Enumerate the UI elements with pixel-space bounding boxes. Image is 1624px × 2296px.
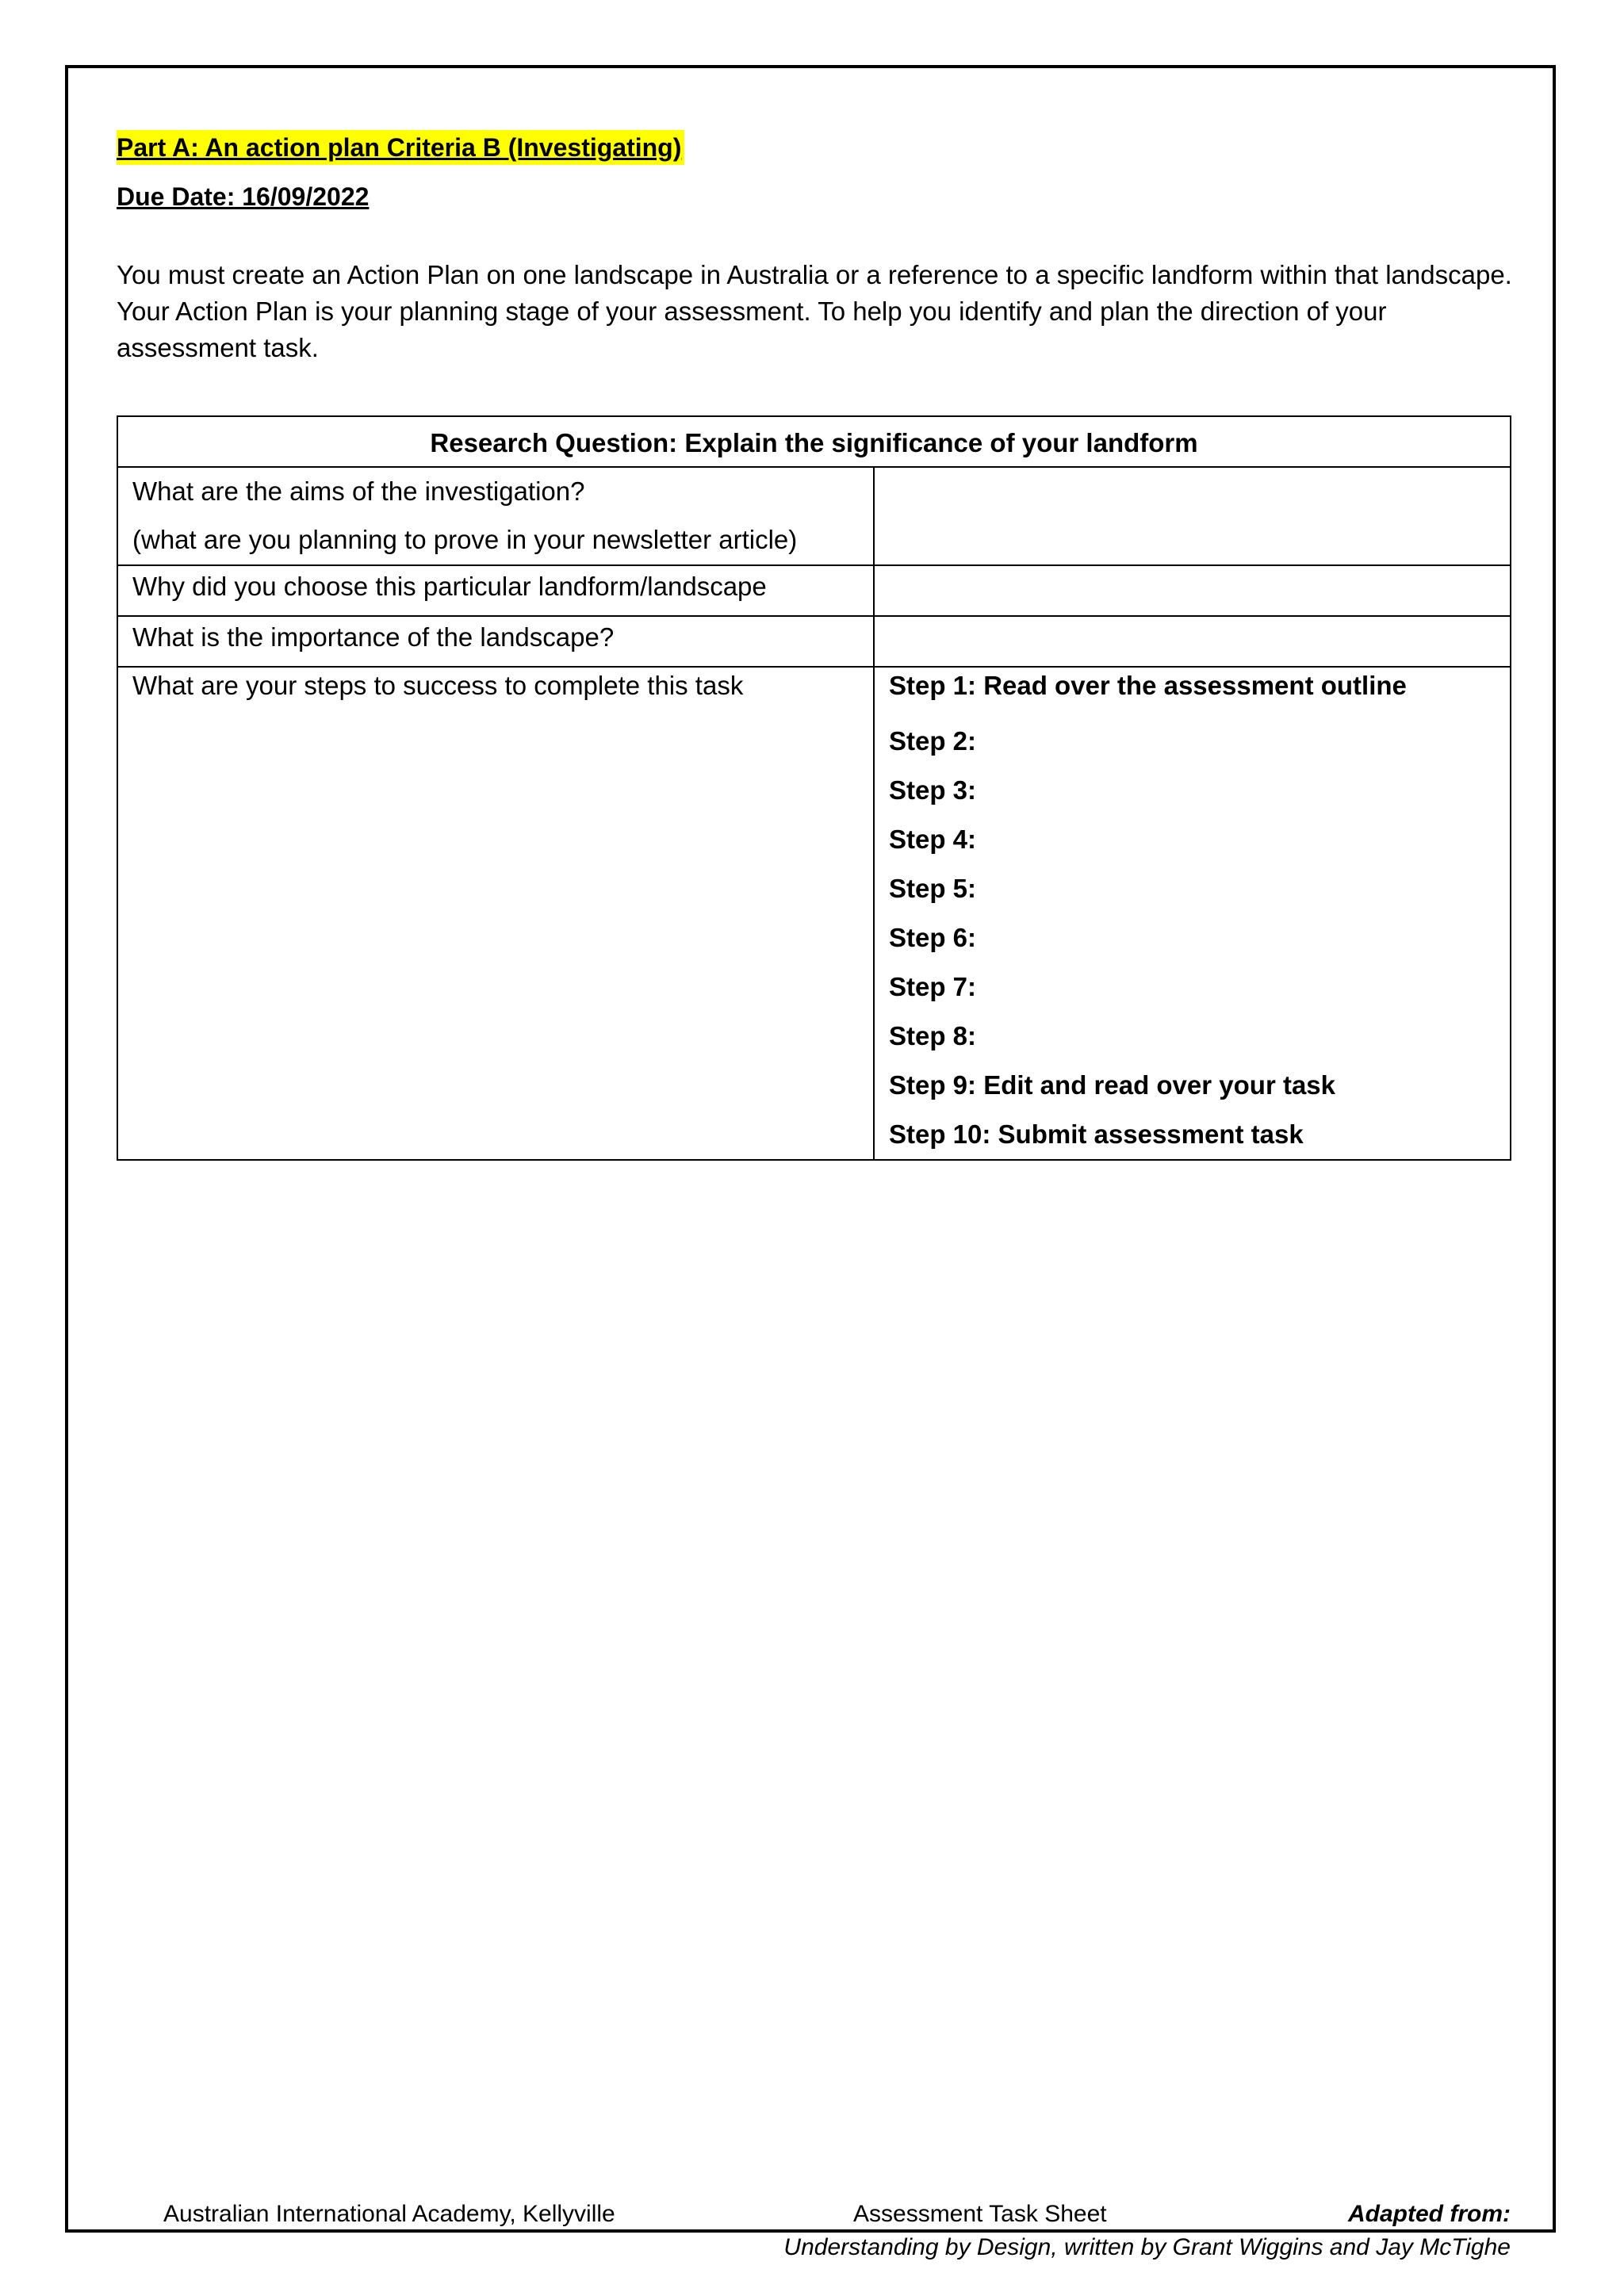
importance-question: What is the importance of the landscape? <box>117 616 874 667</box>
step-9: Step 9: Edit and read over your task <box>889 1070 1335 1100</box>
table-row <box>117 667 1511 1160</box>
step-5: Step 5: <box>889 874 977 903</box>
part-title: Part A: An action plan Criteria B (Investigating) <box>117 130 684 165</box>
step-4: Step 4: <box>889 825 977 854</box>
step-3: Step 3: <box>889 775 977 805</box>
table-row <box>117 616 1511 667</box>
table-row <box>117 565 1511 616</box>
table-row <box>117 467 1511 565</box>
step-2: Step 2: <box>889 726 977 756</box>
table-header-row <box>117 416 1511 467</box>
aims-subquestion: (what are you planning to prove in your newsletter article) <box>132 525 798 554</box>
intro-paragraph: You must create an Action Plan on one landscape in Australia or a reference to a specific landform within that landscape. Your Action Plan is your planning stage of your assessment. To help you identify and plan the direction of your assessment task. <box>117 260 1512 362</box>
step-1: Step 1: Read over the assessment outline <box>889 671 1407 700</box>
importance-answer-cell[interactable] <box>874 616 1511 667</box>
step-10: Step 10: Submit assessment task <box>889 1119 1304 1149</box>
aims-answer-cell[interactable] <box>874 467 1511 565</box>
choice-question: Why did you choose this particular landform/landscape <box>117 565 874 616</box>
due-date: Due Date: 16/09/2022 <box>117 182 370 211</box>
question-cell <box>117 667 874 1160</box>
footer-credit: Understanding by Design, written by Grant Wiggins and Jay McTighe <box>783 2234 1511 2260</box>
choice-answer-cell[interactable] <box>874 565 1511 616</box>
steps-question: What are your steps to success to complete this task <box>132 671 744 700</box>
footer-school: Australian International Academy, Kellyville <box>163 2201 615 2227</box>
action-plan-table <box>117 415 1511 1161</box>
steps-list <box>874 667 1511 1160</box>
research-question-title: Research Question: Explain the significance of your landform <box>117 416 1511 467</box>
footer-sheet-title: Assessment Task Sheet <box>853 2201 1107 2227</box>
step-7: Step 7: <box>889 972 977 1001</box>
step-8: Step 8: <box>889 1021 977 1050</box>
footer-adapted-label: Adapted from: <box>1348 2201 1511 2227</box>
question-cell <box>117 467 874 565</box>
step-6: Step 6: <box>889 923 977 952</box>
aims-question: What are the aims of the investigation? <box>132 476 585 506</box>
